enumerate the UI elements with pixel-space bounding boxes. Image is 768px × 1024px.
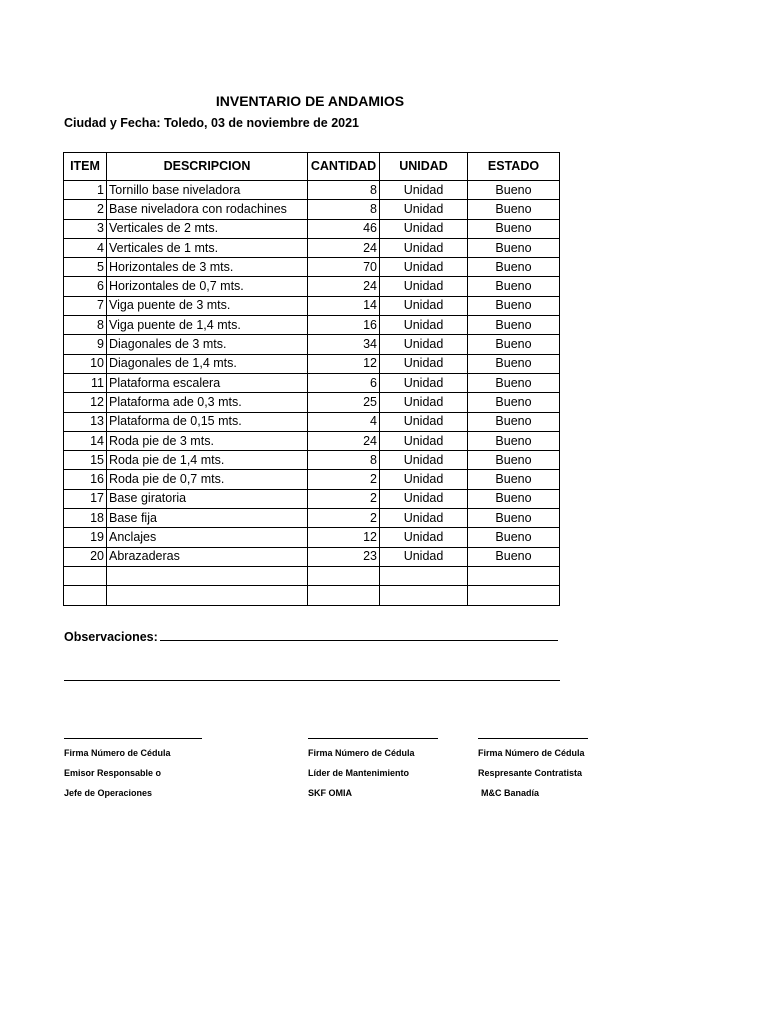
cell-descripcion: Viga puente de 1,4 mts.	[107, 316, 308, 335]
table-row	[64, 316, 560, 335]
cell-unidad: Unidad	[380, 489, 468, 508]
cell-descripcion: Diagonales de 3 mts.	[107, 335, 308, 354]
cell-estado: Bueno	[468, 547, 560, 566]
cell-estado: Bueno	[468, 451, 560, 470]
cell-unidad	[380, 566, 468, 585]
city-date-line: Ciudad y Fecha: Toledo, 03 de noviembre de 2021	[64, 116, 359, 130]
cell-descripcion: Diagonales de 1,4 mts.	[107, 354, 308, 373]
cell-item	[64, 586, 107, 605]
cell-estado: Bueno	[468, 296, 560, 315]
table-row	[64, 509, 560, 528]
table-row	[64, 451, 560, 470]
table-row	[64, 354, 560, 373]
cell-item: 3	[64, 219, 107, 238]
table-row	[64, 566, 560, 585]
cell-item: 6	[64, 277, 107, 296]
signature-caption: Firma Número de Cédula	[64, 748, 171, 758]
cell-descripcion: Plataforma de 0,15 mts.	[107, 412, 308, 431]
cell-cantidad: 14	[308, 296, 380, 315]
cell-estado: Bueno	[468, 412, 560, 431]
table-row	[64, 547, 560, 566]
cell-descripcion: Horizontales de 0,7 mts.	[107, 277, 308, 296]
cell-descripcion: Roda pie de 1,4 mts.	[107, 451, 308, 470]
cell-estado	[468, 566, 560, 585]
cell-unidad	[380, 586, 468, 605]
signature-org: SKF OMIA	[308, 788, 352, 798]
cell-item: 1	[64, 181, 107, 200]
cell-descripcion	[107, 566, 308, 585]
cell-item: 13	[64, 412, 107, 431]
cell-unidad: Unidad	[380, 470, 468, 489]
cell-item: 8	[64, 316, 107, 335]
observaciones-line-2	[64, 680, 560, 681]
table-row	[64, 238, 560, 257]
cell-estado: Bueno	[468, 489, 560, 508]
table-row	[64, 200, 560, 219]
cell-cantidad: 12	[308, 528, 380, 547]
cell-item: 9	[64, 335, 107, 354]
header-cantidad: CANTIDAD	[308, 153, 380, 181]
cell-item: 10	[64, 354, 107, 373]
cell-descripcion: Base niveladora con rodachines	[107, 200, 308, 219]
cell-descripcion	[107, 586, 308, 605]
cell-item: 15	[64, 451, 107, 470]
signature-caption: Firma Número de Cédula	[308, 748, 415, 758]
cell-descripcion: Base fija	[107, 509, 308, 528]
signature-role: Emisor Responsable o	[64, 768, 162, 778]
cell-estado: Bueno	[468, 509, 560, 528]
cell-unidad: Unidad	[380, 431, 468, 450]
cell-cantidad: 8	[308, 451, 380, 470]
cell-estado: Bueno	[468, 373, 560, 392]
cell-cantidad: 24	[308, 277, 380, 296]
cell-cantidad: 8	[308, 200, 380, 219]
cell-item: 14	[64, 431, 107, 450]
cell-descripcion: Horizontales de 3 mts.	[107, 258, 308, 277]
cell-unidad: Unidad	[380, 219, 468, 238]
inventory-table	[63, 152, 560, 606]
cell-estado: Bueno	[468, 258, 560, 277]
cell-item: 11	[64, 373, 107, 392]
table-row	[64, 412, 560, 431]
cell-item: 20	[64, 547, 107, 566]
cell-cantidad	[308, 586, 380, 605]
cell-unidad: Unidad	[380, 354, 468, 373]
cell-descripcion: Verticales de 1 mts.	[107, 238, 308, 257]
cell-item: 16	[64, 470, 107, 489]
table-row	[64, 528, 560, 547]
table-row	[64, 277, 560, 296]
table-header-row	[64, 153, 560, 181]
cell-estado: Bueno	[468, 335, 560, 354]
header-estado: ESTADO	[468, 153, 560, 181]
cell-estado: Bueno	[468, 470, 560, 489]
cell-cantidad: 2	[308, 489, 380, 508]
signature-block-emisor	[64, 738, 202, 803]
cell-descripcion: Viga puente de 3 mts.	[107, 296, 308, 315]
signature-line	[478, 738, 588, 739]
table-row	[64, 431, 560, 450]
cell-descripcion: Verticales de 2 mts.	[107, 219, 308, 238]
cell-estado: Bueno	[468, 316, 560, 335]
cell-estado: Bueno	[468, 354, 560, 373]
cell-item: 17	[64, 489, 107, 508]
cell-estado: Bueno	[468, 219, 560, 238]
cell-estado: Bueno	[468, 181, 560, 200]
cell-cantidad: 2	[308, 470, 380, 489]
cell-estado: Bueno	[468, 277, 560, 296]
cell-estado: Bueno	[468, 431, 560, 450]
cell-estado: Bueno	[468, 200, 560, 219]
table-row	[64, 296, 560, 315]
cell-unidad: Unidad	[380, 316, 468, 335]
cell-descripcion: Plataforma ade 0,3 mts.	[107, 393, 308, 412]
signature-caption: Firma Número de Cédula	[478, 748, 585, 758]
cell-item: 12	[64, 393, 107, 412]
cell-cantidad: 23	[308, 547, 380, 566]
cell-cantidad: 6	[308, 373, 380, 392]
cell-descripcion: Roda pie de 3 mts.	[107, 431, 308, 450]
table-row	[64, 219, 560, 238]
cell-unidad: Unidad	[380, 451, 468, 470]
cell-cantidad: 24	[308, 431, 380, 450]
cell-unidad: Unidad	[380, 528, 468, 547]
signature-org: Jefe de Operaciones	[64, 788, 153, 798]
table-row	[64, 470, 560, 489]
cell-cantidad: 4	[308, 412, 380, 431]
cell-unidad: Unidad	[380, 547, 468, 566]
signature-line	[64, 738, 202, 739]
cell-unidad: Unidad	[380, 509, 468, 528]
cell-descripcion: Tornillo base niveladora	[107, 181, 308, 200]
cell-cantidad: 34	[308, 335, 380, 354]
observaciones-line	[160, 628, 558, 641]
cell-descripcion: Abrazaderas	[107, 547, 308, 566]
cell-unidad: Unidad	[380, 335, 468, 354]
cell-unidad: Unidad	[380, 258, 468, 277]
cell-item	[64, 566, 107, 585]
cell-cantidad: 8	[308, 181, 380, 200]
cell-estado: Bueno	[468, 238, 560, 257]
cell-item: 7	[64, 296, 107, 315]
table-row	[64, 393, 560, 412]
cell-estado	[468, 586, 560, 605]
cell-item: 18	[64, 509, 107, 528]
table-row	[64, 373, 560, 392]
observaciones-label: Observaciones:	[64, 630, 158, 644]
cell-descripcion: Base giratoria	[107, 489, 308, 508]
cell-item: 4	[64, 238, 107, 257]
signature-line	[308, 738, 438, 739]
cell-estado: Bueno	[468, 393, 560, 412]
cell-item: 19	[64, 528, 107, 547]
cell-cantidad: 70	[308, 258, 380, 277]
cell-descripcion: Roda pie de 0,7 mts.	[107, 470, 308, 489]
table-body	[64, 181, 560, 606]
cell-unidad: Unidad	[380, 238, 468, 257]
cell-unidad: Unidad	[380, 277, 468, 296]
cell-unidad: Unidad	[380, 393, 468, 412]
cell-cantidad: 24	[308, 238, 380, 257]
header-item: ITEM	[64, 153, 107, 181]
document-title: INVENTARIO DE ANDAMIOS	[215, 93, 405, 109]
table-row	[64, 335, 560, 354]
cell-unidad: Unidad	[380, 373, 468, 392]
cell-cantidad	[308, 566, 380, 585]
cell-unidad: Unidad	[380, 200, 468, 219]
cell-cantidad: 25	[308, 393, 380, 412]
signature-role: Respresante Contratista	[478, 768, 583, 778]
observaciones-row	[64, 628, 558, 644]
header-descripcion: DESCRIPCION	[107, 153, 308, 181]
cell-unidad: Unidad	[380, 412, 468, 431]
table-row	[64, 586, 560, 605]
cell-unidad: Unidad	[380, 296, 468, 315]
cell-descripcion: Anclajes	[107, 528, 308, 547]
cell-descripcion: Plataforma escalera	[107, 373, 308, 392]
signature-org: M&C Banadía	[481, 788, 540, 798]
cell-cantidad: 16	[308, 316, 380, 335]
cell-cantidad: 2	[308, 509, 380, 528]
cell-cantidad: 12	[308, 354, 380, 373]
signature-block-contratista	[478, 738, 588, 803]
table-row	[64, 181, 560, 200]
signature-role: Líder de Mantenimiento	[308, 768, 410, 778]
cell-item: 2	[64, 200, 107, 219]
cell-item: 5	[64, 258, 107, 277]
signature-block-lider	[308, 738, 438, 803]
table-row	[64, 489, 560, 508]
cell-unidad: Unidad	[380, 181, 468, 200]
cell-cantidad: 46	[308, 219, 380, 238]
table-row	[64, 258, 560, 277]
cell-estado: Bueno	[468, 528, 560, 547]
header-unidad: UNIDAD	[380, 153, 468, 181]
